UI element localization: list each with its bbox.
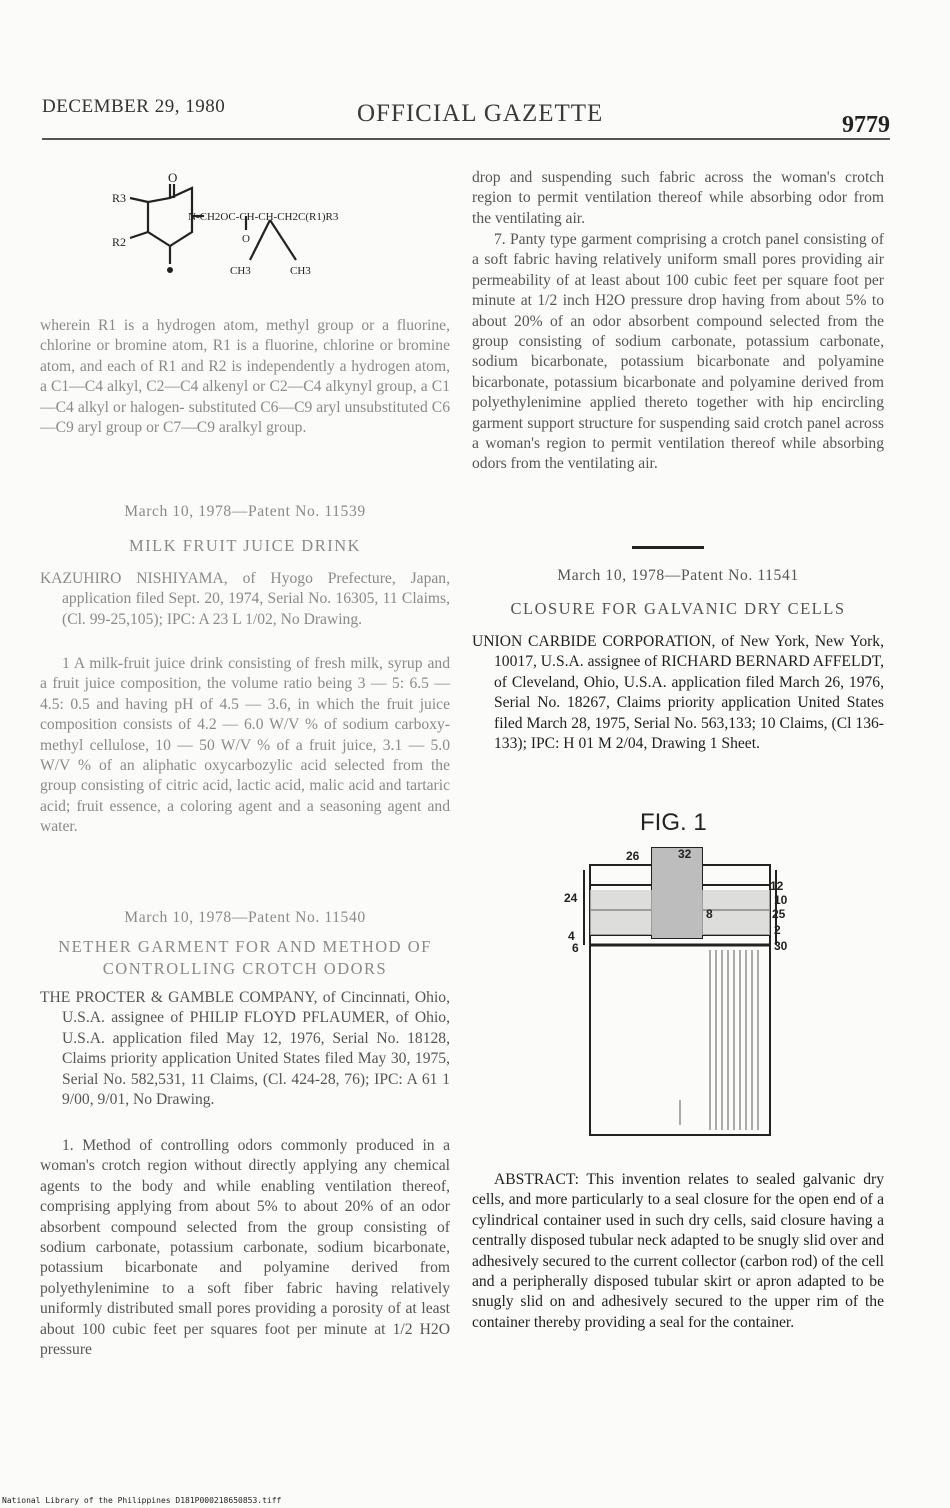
figure-label-12: 12 — [770, 879, 784, 893]
dry-cell-figure — [560, 800, 800, 1145]
patent-11541-abstract — [472, 1170, 884, 1333]
figure-label-10: 10 — [774, 893, 788, 907]
figure-label-25: 25 — [772, 907, 786, 921]
patent-11540-assignee: THE PROCTER & GAMBLE COMPANY, of Cincinnati, Ohio, U.S.A. assignee of PHILIP FLOYD PFLAUMER, of Ohio, U.S.A. application filed May 12, 1976, Serial No. 18128, Claims priority application United States filed May 30, 1975, Serial No. 582,531, 11 Claims, (Cl. 424-28, 76); IPC: A 61 1 9/00, 9/01, No Drawing. — [40, 989, 450, 1109]
figure-label-30: 30 — [774, 939, 788, 953]
figure-label-8: 8 — [706, 907, 713, 921]
chemical-structure-diagram — [100, 150, 400, 290]
patent-11541-assignee: UNION CARBIDE CORPORATION, of New York, New York, 10017, U.S.A. assignee of RICHARD BERNARD AFFELDT, of Cleveland, Ohio, U.S.A. application filed March 26, 1976, Serial No. 18267, Claims priority application United States filed March 28, 1975, Serial No. 563,133; 10 Claims, (Cl 136-133); IPC: H 01 M 2/04, Drawing 1 Sheet. — [472, 633, 884, 753]
chem-ch3-a: CH3 — [230, 265, 251, 277]
abstract-label: ABSTRACT: — [494, 1171, 580, 1188]
patent-11541-title: CLOSURE FOR GALVANIC DRY CELLS — [510, 599, 846, 618]
patent-11540-claim1: 1. Method of controlling odors commonly produced in a woman's crotch region without directly applying any chemical agents to the body and while enabling ventilation thereof, comprising applying from about 5% to about 20% of an odor absorbent compound selected from the group consisting of sodium carbonate, potassium carbonate, sodium bicarbonate, potassium bicarbonate and polyamine derived from polyethylenimine to a soft fiber fabric having relatively uniformly distributed small pores providing a porosity of at least about 100 cubic feet per squares foot per minute at 1/2 H2O pressure — [40, 1137, 450, 1359]
patent-11539-date: March 10, 1978—Patent No. 11539 — [124, 503, 366, 520]
header-date: DECEMBER 29, 1980 — [42, 96, 226, 117]
figure-label-24: 24 — [564, 891, 578, 905]
figure-label-6: 6 — [572, 941, 579, 955]
chem-r3: R3 — [112, 191, 127, 205]
patent-11539-title: MILK FRUIT JUICE DRINK — [128, 536, 362, 555]
figure-label-4: 4 — [568, 929, 575, 943]
formula-definition: wherein R1 is a hydrogen atom, methyl group or a fluorine, chlorine or bromine atom, R1 is a fluorine, chlorine or bromine atom, and each of R1 and R2 is independently a hydrogen atom, a C1—C4 alkyl, C2—C4 alkenyl or C2—C4 alkynyl group, a C1—C4 alkyl or halogen- substituted C6—C9 aryl unsubstituted C6—C9 aryl group or C7—C9 aralkyl group. — [40, 317, 450, 437]
chem-o-mid: O — [242, 233, 250, 245]
patent-11541-date: March 10, 1978—Patent No. 11541 — [557, 567, 799, 584]
section-divider — [632, 546, 704, 549]
figure-label-26: 26 — [626, 849, 640, 863]
chem-chain: N-CH2OC-CH-CH-CH2C(R1)R3 — [188, 211, 339, 223]
figure-label-2: 2 — [774, 923, 781, 937]
patent-11540-claim1-continued: drop and suspending such fabric across the woman's crotch region to permit ventilation thereof while absorbing odor from the ventilating air. — [472, 169, 884, 227]
patent-11539-claim: 1 A milk-fruit juice drink consisting of fresh milk, syrup and a fruit juice composition, the volume ratio being 3 — 5: 6.5 — 4.5: 0.5 and having pH of 4.5 — 3.6, in which the fruit juice composition consists of 4.2 — 6.0 W/V % of sodium carboxy-methyl cellulose, 10 — 50 W/V % of a fruit juice, 3.1 — 5.0 W/V % of an aliphatic oxycarbozylic acid selected from the group consisting of citric acid, lactic acid, malic acid and tartaric acid; fruit essence, a coloring agent and a seasoning agent and water. — [40, 655, 450, 836]
figure-title: FIG. 1 — [640, 809, 707, 836]
scan-footer: National Library of the Philippines D181P000218650853.tiff — [2, 1496, 282, 1505]
page-number: 9779 — [842, 112, 890, 138]
patent-11540-title-line1: NETHER GARMENT FOR AND METHOD OF — [58, 937, 432, 956]
abstract-text: This invention relates to sealed galvanic dry cells, and more particularly to a seal closure for the open end of a cylindrical container used in such dry cells, said closure having a centrally disposed tubular neck adapted to be snugly slid over and adhesively secured to the current collector (carbon rod) of the cell and a peripherally disposed tubular skirt or apron adapted to be snugly slid on and adhesively secured to the upper rim of the container thereby providing a seal for the container. — [472, 1171, 884, 1331]
patent-11540-date: March 10, 1978—Patent No. 11540 — [124, 909, 366, 926]
chem-o-top: O — [168, 170, 178, 185]
patent-11539-inventor: KAZUHIRO NISHIYAMA, of Hyogo Prefecture, Japan, application filed Sept. 20, 1974, Serial No. 16305, 11 Claims, (Cl. 99-25,105); IPC: A 23 L 1/02, No Drawing. — [40, 570, 450, 628]
header-rule — [42, 138, 890, 140]
patent-11540-title-line2: CONTROLLING CROTCH ODORS — [102, 959, 388, 978]
chem-ch3-b: CH3 — [290, 265, 311, 277]
chem-r2: R2 — [112, 235, 127, 249]
figure-label-32: 32 — [678, 847, 692, 861]
patent-11540-claim7: 7. Panty type garment comprising a crotch panel consisting of a soft fabric having relatively uniform small pores providing air permeability of at least about 100 cubic feet per square foot per minute at 1/2 inch H2O pressure drop having from about 5% to about 20% of an odor absorbent compound selected from the group consisting of sodium carbonate, potassium carbonate, sodium bicarbonate, potassium bicarbonate and polyamine bicarbonate, potassium bicarbonate and polyamine derived from polyethylenimine applied thereto together with hip encircling garment support structure for suspending said crotch panel across a woman's region to permit ventilation thereof while absorbing odors from the ventilating air. — [472, 231, 884, 473]
header-title: OFFICIAL GAZETTE — [357, 100, 604, 127]
